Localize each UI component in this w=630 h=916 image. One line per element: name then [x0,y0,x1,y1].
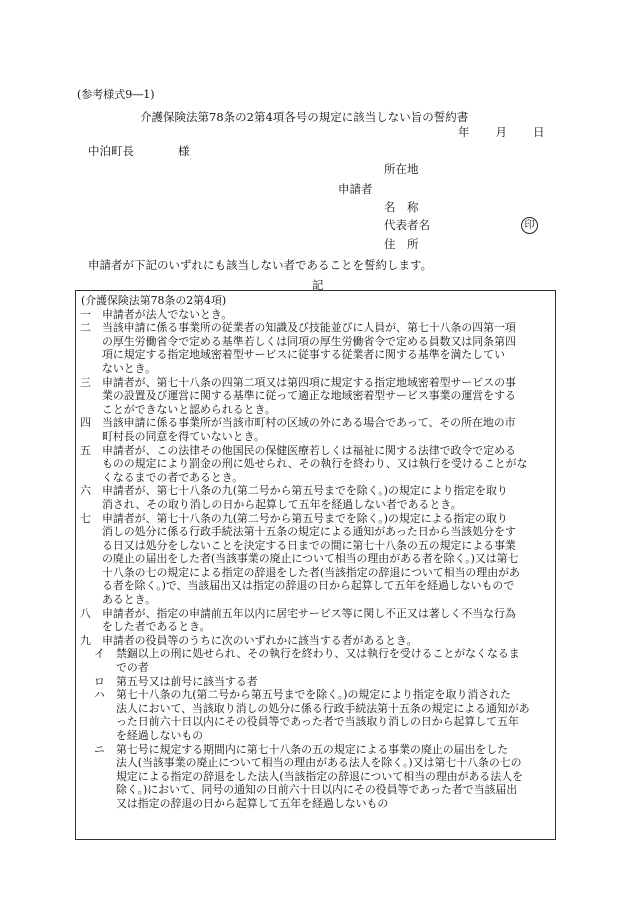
item-line: くなるまでの者であるとき。 [102,470,244,484]
subitem-line: 第七十八条の九(第二号から第五号までを除く。)の規定により指定を取り消された [116,688,511,702]
item-number: 二 [80,321,91,335]
subitem-text [116,688,530,742]
item-number: 六 [80,484,91,498]
company-name-label: 名 称 [384,200,419,214]
addressee-name: 中泊町長 [88,144,134,158]
item-line: の廃止の届出をした者(当該事業の廃止について相当の理由がある者を除く。)又は第七 [102,552,519,566]
address-label: 所在地 [384,162,419,176]
item-number: 三 [80,375,91,389]
item-number: 一 [80,307,91,321]
subitem-marker: イ [94,647,105,661]
terms-list [76,308,555,811]
item-line: ことができないと認められるとき。 [102,402,276,416]
item-text [102,416,555,443]
item-line: の厚生労働省令で定める基準若しくは同項の厚生労働省令で定める員数又は同条第四 [102,334,516,348]
subitem-line: った日前六十日以内にその役員等であった者で当該取り消しの日から起算して五年 [116,715,519,729]
item-text [102,308,555,322]
terms-item [76,484,555,511]
addressee-honorific: 様 [178,144,190,158]
day-label: 日 [533,125,545,139]
item-number: 八 [80,606,91,620]
terms-heading: (介護保険法第78条の2第4項) [81,294,227,307]
item-text [102,444,555,485]
subitem-line: 法人において、当該取り消しの処分に係る行政手続法第十五条の規定による通知があ [116,701,530,715]
item-line: あるとき。 [102,593,157,607]
item-text [102,321,555,375]
item-text [102,484,555,511]
item-line: 項に規定する指定地域密着型サービスに従事する従業者に関する基準を満たしてい [102,348,505,362]
document-title: 介護保険法第78条の2第4項各号の規定に該当しない旨の誓約書 [140,110,469,124]
subitem-line: 除く。)において、同号の通知の日前六十日以内にその役員等であった者で当該届出 [116,783,518,797]
subitem-line: を経過しないもの [116,729,204,742]
item-line: 申請者が、第七十八条の九(第二号から第五号までを除く。)の規定により指定を取り [102,484,508,498]
item-number: 四 [80,416,91,430]
pledge-statement: 申請者が下記のいずれにも該当しない者であることを誓約します。 [88,258,433,272]
subitem-marker: ハ [94,688,105,702]
item-line: る者を除く。)で、当該届出又は指定の辞退の日から起算して五年を経過しないもので [102,579,515,593]
item-line: 十八条の七の規定による指定の辞退をした者(当該指定の辞退について相当の理由があ [102,565,520,579]
item-number: 五 [80,443,91,457]
item-line: 当該申請に係る事業所の従業者の知識及び技能並びに人員が、第七十八条の四第一項 [102,321,516,335]
terms-item [76,634,555,648]
terms-item [76,416,555,443]
item-line: 申請者が、指定の申請前五年以内に居宅サービス等に関し不正又は著しく不当な行為 [102,606,516,620]
subitem-line: 第七号に規定する期間内に第七十八条の五の規定による事業の廃止の届出をした [116,742,509,756]
reference-label: (参考様式9―1) [77,88,155,101]
terms-box [75,290,556,840]
terms-subitem [76,743,555,811]
item-line: 当該申請に係る事業所が当該市町村の区域の外にある場合であって、その所在地の市 [102,416,516,430]
subitem-line: での者 [116,661,149,675]
item-line: ないとき。 [102,361,157,375]
subitem-line: 規定による指定の辞退をした法人(当該指定の辞退について相当の理由がある法人を [116,769,523,783]
seal-mark: 印 [521,217,538,234]
item-line: 申請者が、この法律その他国民の保健医療若しくは福祉に関する法律で政令で定める [102,443,516,457]
item-text [102,634,555,648]
item-line: 申請者が、第七十八条の九(第二号から第五号までを除く。)の規定による指定の取り [102,511,508,525]
item-line: をした者であるとき。 [102,620,211,634]
terms-item [76,512,555,607]
year-label: 年 [458,125,470,139]
subitem-text [116,675,258,689]
item-text [102,607,555,634]
date-line [458,124,545,140]
subitem-marker: ニ [94,742,105,756]
terms-item [76,321,555,375]
subitem-text [116,743,523,811]
representative-label: 代表者名 [384,218,430,232]
item-line: る日又は処分をしないことを決定する日までの間に第七十八条の五の規定による事業 [102,538,516,552]
item-line: 消しの処分に係る行政手続法第十五条の規定による通知があった日から当該処分をす [102,525,516,539]
item-line: 町村長の同意を得ていないとき。 [102,429,265,443]
addressee [88,143,190,159]
residence-label: 住 所 [384,237,419,251]
item-line: 業の設置及び運営に関する基準に従って適正な地域密着型サービス事業の運営をする [102,389,516,403]
terms-subitem [76,688,555,742]
subitem-marker: ロ [94,674,105,688]
terms-item [76,308,555,322]
terms-item [76,376,555,417]
subitem-line: 第五号又は前号に該当する者 [116,674,258,688]
subitem-text [116,647,520,674]
item-line: 申請者が、第七十八条の四第二項又は第四項に規定する指定地域密着型サービスの事 [102,375,516,389]
terms-content [76,291,555,811]
item-line: 消され、その取り消しの日から起算して五年を経過しない者であるとき。 [102,497,462,511]
item-line: ものの規定により罰金の刑に処せられ、その執行を終わり、又は執行を受けることがな [102,457,528,471]
terms-subitem [76,647,555,674]
ki-marker: 記 [312,278,324,292]
item-line: 申請者の役員等のうちに次のいずれかに該当する者があるとき。 [102,633,418,647]
subitem-line: 又は指定の辞退の日から起算して五年を経過しないもの [116,796,389,810]
item-line: 申請者が法人でないとき。 [102,307,233,321]
terms-item [76,607,555,634]
item-text [102,512,555,607]
subitem-line: 法人(当該事業の廃止について相当の理由がある法人を除く。)又は第七十八条の七の [116,756,522,770]
terms-item [76,444,555,485]
item-number: 九 [80,633,91,647]
month-label: 月 [495,125,507,139]
applicant-heading: 申請者 [338,182,373,196]
terms-subitem [76,675,555,689]
item-text [102,376,555,417]
item-number: 七 [80,511,91,525]
subitem-line: 禁錮以上の刑に処せられ、その執行を終わり、又は執行を受けることがなくなるま [116,647,520,661]
